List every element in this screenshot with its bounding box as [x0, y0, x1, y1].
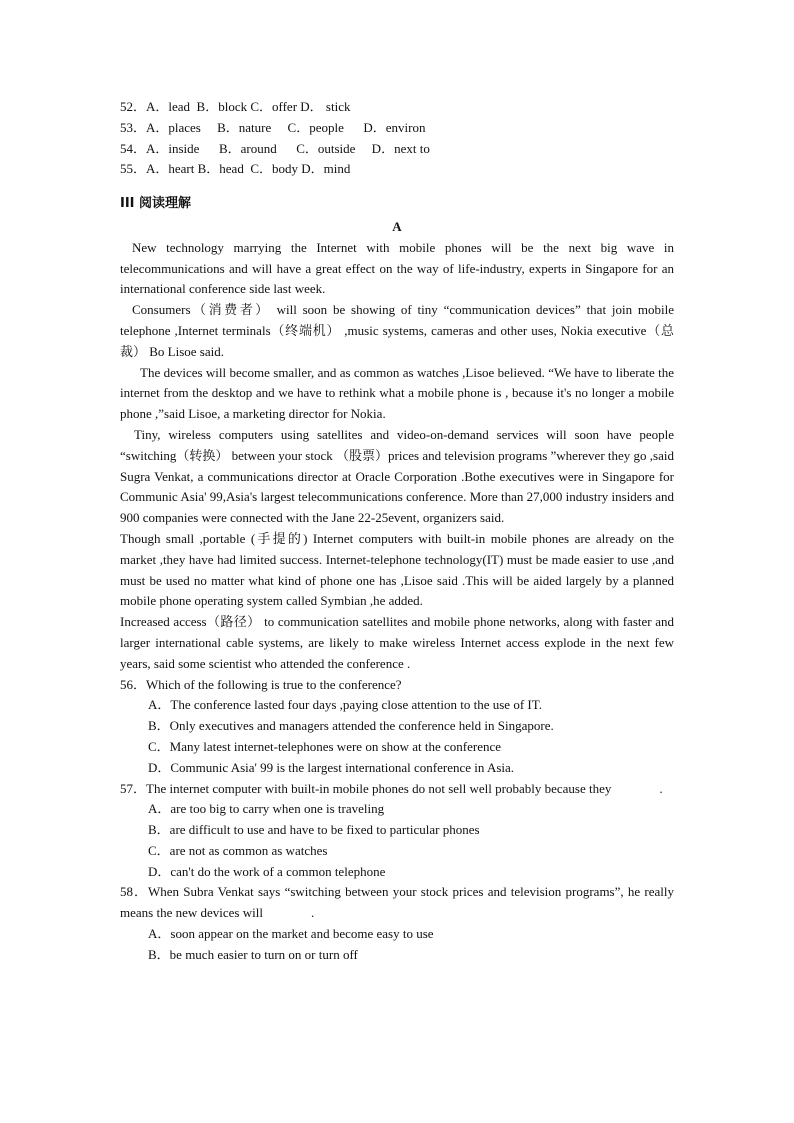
cloze-options — [120, 97, 674, 180]
cloze-option-line: 53．A．places B．nature C．people D．environ — [120, 119, 426, 135]
question-stem: 58．When Subra Venkat says “switching between your stock prices and television programs”, he really means the new devices will . — [120, 884, 674, 921]
cloze-option-line: 55．A．heart B．head C．body D．mind — [120, 161, 351, 177]
question-stem-text: 58．When Subra Venkat says “switching between your stock prices and television programs”, he really means the new devices will — [120, 884, 674, 921]
cloze-option-line: 52．A．lead B．block C．offer D． stick — [120, 99, 351, 114]
answer-option: D．Communic Asia' 99 is the largest international conference in Asia. — [148, 759, 515, 775]
question-58 — [120, 882, 674, 965]
answer-option: D．can't do the work of a common telephone — [148, 863, 386, 879]
answer-option: A．The conference lasted four days ,paying close attention to the use of IT. — [148, 697, 542, 713]
question-stem-text: 57．The internet computer with built-in mobile phones do not sell well probably because they — [120, 780, 612, 796]
answer-option: B．Only executives and managers attended the conference held in Singapore. — [148, 718, 554, 734]
answer-option: A．soon appear on the market and become easy to use — [148, 926, 434, 942]
passage-paragraph: Increased access（路径） to communication satellites and mobile phone networks, along with faster and larger international cable systems, are likely to make wireless Internet access explode in the next few years, said some scientist who attended the conference . — [120, 614, 674, 671]
cloze-option-line: 54．A．inside B．around C．outside D．next to — [120, 140, 430, 156]
passage-paragraph: New technology marrying the Internet with mobile phones will be the next big wave in telecommunications and will have a great effect on the way of life-industry, experts in Singapore for an international conference side last week. — [120, 239, 674, 297]
question-56 — [120, 675, 674, 779]
question-57 — [120, 779, 674, 883]
question-stem: 56．Which of the following is true to the conference? — [120, 676, 402, 692]
passage-label: A — [392, 218, 402, 234]
reading-passage — [120, 238, 674, 675]
question-stem: 57．The internet computer with built-in mobile phones do not sell well probably because they . — [120, 780, 663, 796]
passage-paragraph: Tiny, wireless computers using satellites and video-on-demand services will soon have people “switching（转换） between your stock （股票）prices and television programs ”wherever they go ,said Sugra Venkat, a communications director at Oracle Corporation .Bothe executives were in Singapore for Communic Asia' 99,Asia's largest telecommunications conference. More than 27,000 industry insiders and 900 companies were connected with the Jane 22-25event, organizers said. — [120, 426, 674, 526]
passage-paragraph: Though small ,portable (手提的) Internet computers with built-in mobile phones are already on the market ,they have had limited success. Internet-telephone technology(IT) must be made easier to use ,and must be used no matter what kind of phone one has ,Lisoe said .This will be aided largely by a planned mobile phone operating system called Symbian ,he added. — [120, 530, 674, 609]
answer-option: C．are not as common as watches — [148, 842, 328, 858]
answer-option: B．are difficult to use and have to be fixed to particular phones — [148, 822, 480, 838]
passage-paragraph: The devices will become smaller, and as common as watches ,Lisoe believed. “We have to liberate the internet from the desktop and we have to rethink what a mobile phone is , because it's no longer a mobile phone ,”said Lisoe, a marketing director for Nokia. — [120, 364, 674, 422]
section-title: III 阅读理解 — [120, 196, 192, 212]
answer-option: B．be much easier to turn on or turn off — [148, 946, 358, 962]
answer-option: A．are too big to carry when one is traveling — [148, 801, 385, 817]
passage-paragraph: Consumers（消费者） will soon be showing of tiny “communication devices” that join mobile telephone ,Internet terminals（终端机） ,music systems, cameras and other uses, Nokia executive（总裁） Bo Lisoe said. — [120, 302, 674, 359]
page-content — [120, 97, 674, 966]
answer-option: C．Many latest internet-telephones were on show at the conference — [148, 738, 502, 754]
